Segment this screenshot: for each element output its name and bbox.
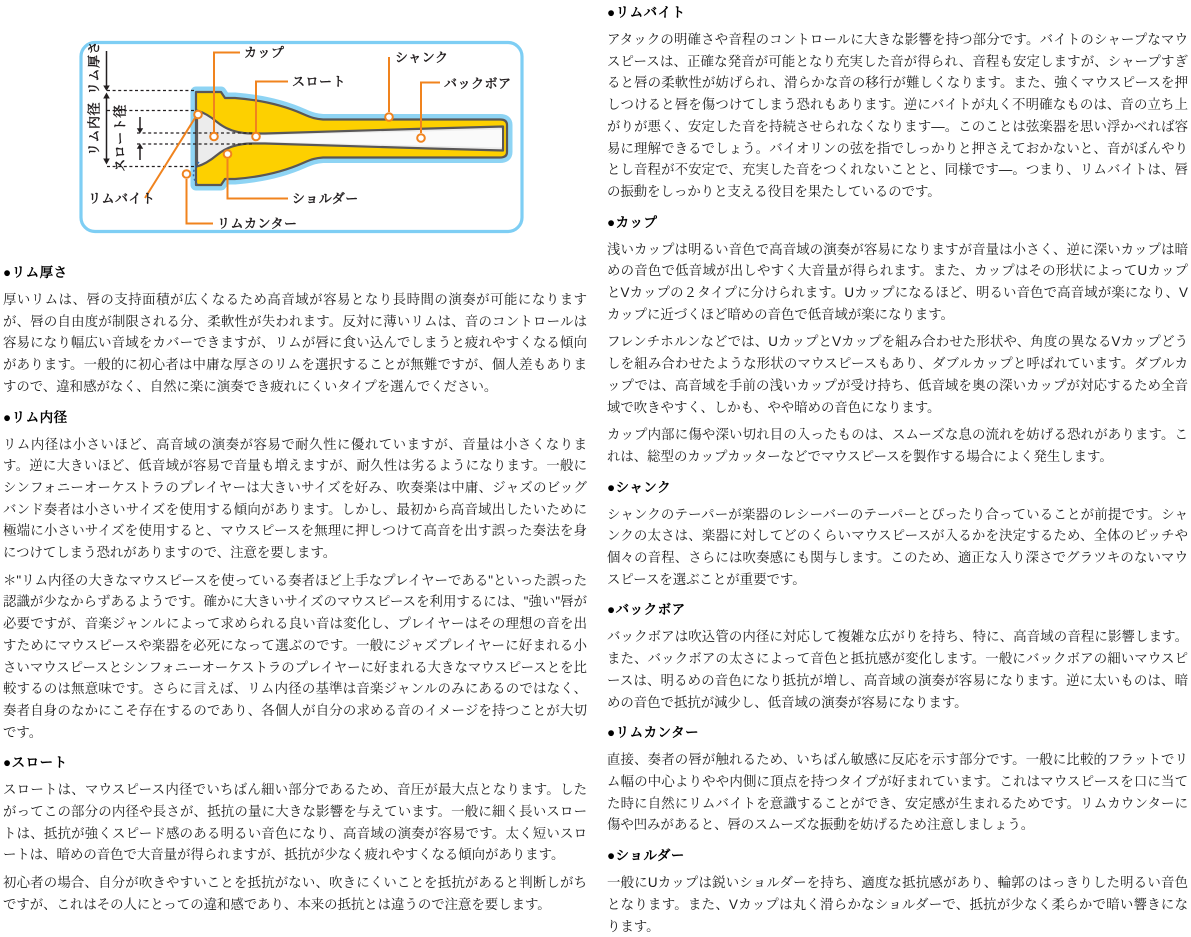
mouthpiece-cross-section-svg	[78, 38, 528, 236]
section-heading: ●リム内径	[3, 409, 68, 425]
callout-dot-cup	[210, 133, 218, 141]
section-backbore	[607, 600, 1188, 713]
section-heading: ●シャンク	[607, 479, 672, 495]
section-paragraph: 直接、奏者の唇が触れるため、いちばん敏感に反応を示す部分です。一般に比較的フラットでリム幅の中心よりやや内側に頂点を持つタイプが好まれています。これはマウスピースを口に当てた時に自然にリムバイトを意識することができ、安定感が生まれるためです。リムカウンターに傷や凹みがあると、唇のスムーズな振動を妨げるため注意しましょう。	[607, 752, 1188, 833]
callout-dot-rim-bite	[194, 111, 202, 119]
section-heading: ●スロート	[3, 755, 68, 771]
cup-label: カップ	[244, 45, 285, 60]
section-paragraph: リム内径は小さいほど、高音域の演奏が容易で耐久性に優れていますが、音量は小さくなります。逆に大きいほど、低音域が容易で音量も増えますが、耐久性は劣るようになります。一般にシンフォニーオーケストラのプレイヤーは大きいサイズを好み、吹奏楽は中庸、ジャズのビッグバンド奏者は小さいサイズを使用する傾向があります。しかし、最初から高音域出したいために極端に小さいサイズを使用すると、マウスピースを無理に押しつけて高音を出す誤った奏法を身につけてしまう恐れがありますので、注意を要します。	[3, 436, 587, 561]
section-heading: ●リム厚さ	[3, 265, 68, 280]
section-paragraph: フレンチホルンなどでは、UカップとVカップを組み合わせた形状や、角度の異なるVカップどうしを組み合わせたような形状のマウスピースもあり、ダブルカップと呼ばれています。ダブルカップでは、高音域を手前の浅いカップが受け持ち、低音域を奥の深いカップが対応するため全音域で吹きやすく、しかも、やや暗めの音色になります。	[607, 334, 1188, 415]
section-paragraph: 厚いリムは、唇の支持面積が広くなるため高音域が容易となり長時間の演奏が可能になりますが、唇の自由度が制限される分、柔軟性が失われます。反対に薄いリムは、音のコントロールは容易になり幅広い音域をカバーできますが、リムが唇に食い込んでしまうと疲れやすくなる傾向があります。一般的に初心者は中庸な厚さのリムを選択することが無難ですが、個人差もありますので、違和感がなく、自然に楽に演奏でき疲れにくいタイプを選んでください。	[3, 292, 587, 394]
section-shoulder	[607, 846, 1188, 937]
section-paragraph: カップ内部に傷や深い切れ目の入ったものは、スムーズな息の流れを妨げる恐れがあります。これは、総型のカップカッターなどでマウスピースを製作する場合によく発生します。	[607, 427, 1188, 464]
section-paragraph: シャンクのテーパーが楽器のレシーバーのテーパーとぴったり合っていることが前提です。シャンクの太さは、楽器に対してどのくらいマウスピースが入るかを決定するため、全体のピッチや個々の音程、さらには吹奏感にも関与します。このため、適正な入り深さでグラツキのないマウスピースを選ぶことが重要です。	[607, 506, 1188, 587]
section-shank	[607, 478, 1188, 591]
section-rim-bite	[607, 3, 1188, 203]
section-paragraph: スロートは、マウスピース内径でいちばん細い部分であるため、音圧が最大点となります。したがってこの部分の内径や長さが、抵抗の量に大きな影響を与えています。一般に細く長いスロートは、抵抗が強くスピード感のある明るい音色になり、高音域の演奏が容易です。太く短いスロートは、暗めの音色で大音量が得られますが、抵抗が少なく疲れやすくなる傾向があります。	[3, 782, 587, 863]
section-paragraph: ＊"リム内径の大きなマウスピースを使っている奏者ほど上手なプレイヤーである"といった誤った認識が少なからずあるようです。確かに大きいサイズのマウスピースを利用するには、"強い"唇が必要ですが、音楽ジャンルによって求められる良い音は変化し、プレイヤーはその理想の音を出すためにマウスピースや楽器を必死になって選ぶのです。一般にジャズプレイヤーに好まれる小さいマウスピースとシンフォニーオーケストラのプレイヤーに好まれる大きなマウスピースとを比較するのは無意味です。さらに言えば、リム内径の基準は音楽ジャンルのみにあるのではなく、奏者自身のなかにこそ存在するのであり、各個人が自分の求める音のイメージを持つことが大切です。	[3, 572, 587, 740]
section-heading: ●バックボア	[607, 602, 686, 618]
section-paragraph: 一般にUカップは鋭いショルダーを持ち、適度な抵抗感があり、輪郭のはっきりした明るい音色となります。また、Vカップは丸く滑らかなショルダーで、抵抗が少なく柔らかで暗い響きになります。	[607, 875, 1188, 934]
section-paragraph: アタックの明確さや音程のコントロールに大きな影響を持つ部分です。バイトのシャープなマウスピースは、正確な発音が可能となり充実した音が得られ、音程も安定しますが、シャープすぎると唇の柔軟性が妨げられ、滑らかな音の移行が難しくなります。また、強くマウスピースを押しつけると唇を傷つけてしまう恐れもあります。逆にバイトが丸く不明確なものは、音の立ち上がりが悪く、安定した音を持続させられなくなります―。このことは弦楽器を思い浮かべれば容易に理解できるでしょう。バイオリンの弦を指でしっかりと押さえておかないと、音がぼんやりとし音程が不安定で、充実した音をつくれないことと、同様です―。つまり、リムバイトは、唇の振動をしっかりと支える役目を果たしているのです。	[607, 32, 1188, 199]
rim-inner-diameter-label: リム内径	[86, 101, 102, 157]
section-paragraph: バックボアは吹込管の内径に対応して複雑な広がりを持ち、特に、高音域の音程に影響します。また、バックボアの太さによって音色と抵抗感が変化します。一般にバックボアの細いマウスピースは、明るめの音色になり抵抗が増し、高音域の演奏が容易になります。逆に太いものは、暗めの音色で抵抗が減少し、低音域の演奏が容易になります。	[607, 629, 1188, 710]
callout-dot-throat	[252, 133, 260, 141]
rim-thickness-label: リム厚さ	[86, 40, 102, 96]
throat-label: スロート	[292, 74, 347, 89]
rim-bite-label: リムバイト	[88, 191, 156, 206]
section-heading: ●カップ	[607, 214, 658, 230]
section-rim-inner-diameter	[3, 408, 587, 744]
section-rim-contour	[607, 723, 1188, 836]
right-column	[607, 0, 1188, 937]
callout-dot-rim-contour	[183, 170, 191, 178]
backbore-label: バックボア	[444, 76, 512, 91]
section-heading: ●リムバイト	[607, 5, 686, 20]
section-heading: ●リムカンター	[607, 725, 700, 741]
section-rim-thickness	[3, 263, 587, 398]
section-throat	[3, 753, 587, 915]
shoulder-label: ショルダー	[292, 191, 359, 206]
mouthpiece-diagram	[78, 38, 528, 236]
callout-dot-backbore	[417, 134, 425, 142]
throat-diameter-label: スロート径	[112, 104, 128, 172]
rim-contour-label: リムカンター	[217, 216, 298, 231]
left-column	[3, 0, 587, 916]
section-heading: ●ショルダー	[607, 848, 685, 864]
callout-dot-shoulder	[224, 150, 232, 158]
section-paragraph: 浅いカップは明るい音色で高音域の演奏が容易になりますが音量は小さく、逆に深いカップは暗めの音色で低音域が出しやすく大音量が得られます。また、カップはその形状によってUカップとVカップの２タイプに分けられます。Uカップになるほど、明るい音色で高音域が楽になり、Vカップに近づくほど暗めの音色で低音域が楽になります。	[607, 241, 1188, 322]
shank-label: シャンク	[395, 50, 449, 65]
callout-dot-shank	[385, 113, 393, 121]
section-cup	[607, 213, 1188, 468]
section-paragraph: 初心者の場合、自分が吹きやすいことを抵抗がない、吹きにくいことを抵抗があると判断しがちですが、これはその人にとっての違和感であり、本来の抵抗とは違うので注意を要します。	[3, 875, 587, 912]
